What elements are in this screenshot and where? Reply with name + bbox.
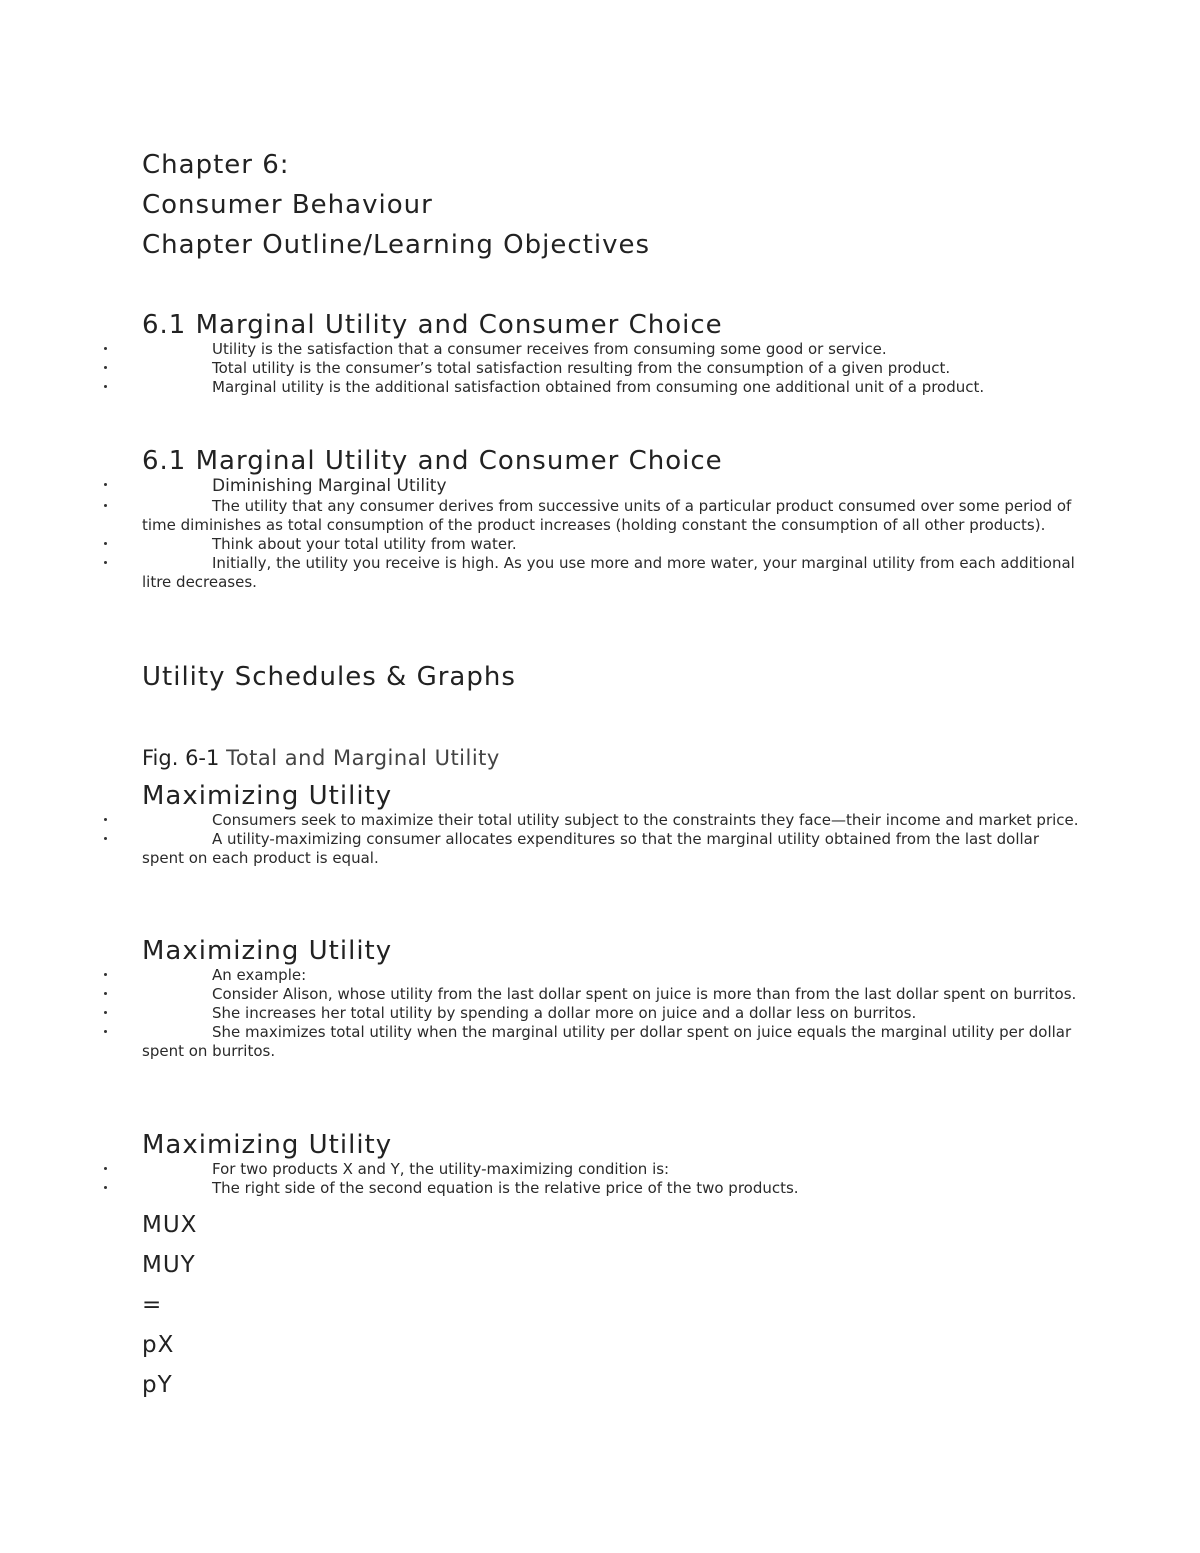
formula-equals: = [142,1292,163,1318]
bullet-dot [104,366,107,369]
figure-caption [142,745,1082,771]
section-heading: 6.1 Marginal Utility and Consumer Choice [142,310,723,340]
bullet-dot [104,1167,107,1170]
bullet-dot [104,837,107,840]
bullet-dot [104,561,107,564]
formula-px: pX [142,1332,175,1358]
chapter-title-block [142,145,1082,265]
bullet-dot [104,992,107,995]
section-maximizing-utility-3 [142,1130,1082,1198]
chapter-subtitle: Chapter Outline/Learning Objectives [142,230,651,260]
bullet-dot [104,1030,107,1033]
list-item: Utility is the satisfaction that a consumer receives from consuming some good or service. [142,340,1082,359]
bullet-dot [104,973,107,976]
chapter-number: Chapter 6: [142,150,290,180]
list-item: Consumers seek to maximize their total utility subject to the constraints they face—their income and market price. [142,811,1082,830]
formula-mux: MUX [142,1212,198,1238]
formula-muy: MUY [142,1252,196,1278]
section-heading: Maximizing Utility [142,1130,393,1160]
list-item: The right side of the second equation is the relative price of the two products. [142,1179,1082,1198]
bullet-dot [104,1186,107,1189]
figure-title: Total and Marginal Utility [226,746,500,770]
list-item: She maximizes total utility when the marginal utility per dollar spent on juice equals the marginal utility per dollar spent on burritos. [142,1023,1082,1061]
section-heading: Utility Schedules & Graphs [142,662,516,692]
list-item: An example: [142,966,1082,985]
list-item: Think about your total utility from water. [142,535,1082,554]
utility-maximizing-formula [142,1205,1082,1405]
bullet-list [142,476,1082,592]
list-item: Total utility is the consumer’s total satisfaction resulting from the consumption of a given product. [142,359,1082,378]
bullet-dot [104,483,107,486]
figure-label: Fig. 6-1 [142,746,220,770]
bullet-list [142,340,1082,397]
bullet-dot [104,818,107,821]
bullet-list [142,1160,1082,1198]
section-heading: Maximizing Utility [142,936,393,966]
list-item: For two products X and Y, the utility-maximizing condition is: [142,1160,1082,1179]
section-maximizing-utility-2 [142,936,1082,1061]
list-item: Marginal utility is the additional satisfaction obtained from consuming one additional unit of a product. [142,378,1082,397]
list-item: A utility-maximizing consumer allocates expenditures so that the marginal utility obtained from the last dollar spent on each product is equal. [142,830,1082,868]
bullet-dot [104,385,107,388]
section-heading: 6.1 Marginal Utility and Consumer Choice [142,446,723,476]
bullet-list [142,811,1082,868]
list-item: She increases her total utility by spending a dollar more on juice and a dollar less on burritos. [142,1004,1082,1023]
section-utility-schedules [142,662,1082,692]
section-heading: Maximizing Utility [142,781,393,811]
list-item: The utility that any consumer derives from successive units of a particular product consumed over some period of time diminishes as total consumption of the product increases (holding constant the consumption of all other products). [142,497,1082,535]
formula-py: pY [142,1372,173,1398]
section-marginal-utility-2 [142,446,1082,592]
bullet-dot [104,542,107,545]
bullet-list [142,966,1082,1061]
section-maximizing-utility-1 [142,781,1082,868]
bullet-dot [104,347,107,350]
section-marginal-utility-1 [142,310,1082,397]
bullet-dot [104,504,107,507]
bullet-dot [104,1011,107,1014]
list-item: Diminishing Marginal Utility [142,476,1082,497]
list-item: Initially, the utility you receive is high. As you use more and more water, your marginal utility from each additional litre decreases. [142,554,1082,592]
chapter-title: Consumer Behaviour [142,190,433,220]
list-item: Consider Alison, whose utility from the last dollar spent on juice is more than from the last dollar spent on burritos. [142,985,1082,1004]
